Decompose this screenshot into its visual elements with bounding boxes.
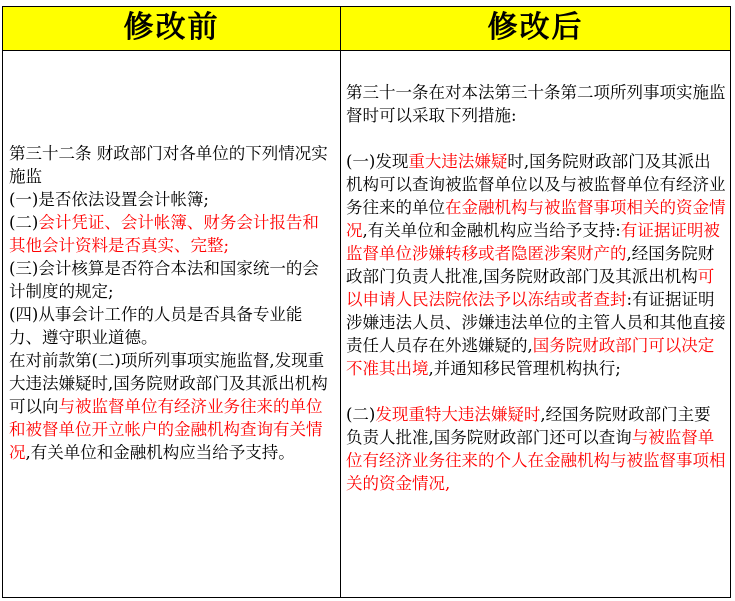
after-item-1 <box>346 150 726 380</box>
after-item-2-b: 发现重特大违法嫌疑时 <box>375 405 541 424</box>
after-item-1-a: (一)发现 <box>346 152 409 171</box>
header-before: 修改前 <box>123 10 220 45</box>
after-item-2-a: (二) <box>346 405 376 424</box>
before-item-4: (四)从事会计工作的人员是否具备专业能力、遵守职业道德。 <box>9 305 303 347</box>
after-item-1-h: 可以申请人民法院依法予以冻结或者查封 <box>346 267 715 309</box>
after-cell <box>346 81 726 495</box>
after-item-1-c: 时,国务院财政部门及其派出机构可以查询被监督单位以及与被监督单位有经济业务往来的单位 <box>346 152 726 217</box>
before-paragraph-part1: 在对前款第(二)项所列事项实施监督,发现重大违法嫌疑时,国务院财政部门及其派出机构可以向 <box>9 351 328 416</box>
before-item-2-prefix: (二) <box>9 213 39 232</box>
spacer <box>346 127 726 150</box>
after-article-intro: 第三十一条在对本法第三十条第二项所列事项实施监督时可以采取下列措施: <box>346 83 726 125</box>
after-item-2 <box>346 403 726 495</box>
before-paragraph-part2: ,有关单位和金融机构应当给予支持。 <box>25 443 295 462</box>
after-item-1-b: 重大违法嫌疑 <box>408 152 508 171</box>
before-item-2 <box>9 211 335 257</box>
after-item-1-e: ,有关单位和金融机构应当给予支持: <box>362 221 621 240</box>
after-item-1-k: ,并通知移民管理机构执行; <box>428 359 621 378</box>
before-cell <box>9 142 335 464</box>
header-after: 修改后 <box>487 10 584 45</box>
after-item-1-d: 在金融机构与被监督事项相关的资金情况 <box>346 198 726 240</box>
before-paragraph-changed: 与被监督单位有经济业务往来的单位和被督单位开立帐户的金融机构查询有关情况 <box>9 397 323 462</box>
after-item-2-d: 与被监督单位有经济业务往来的个人在金融机构与被监督事项相关的资金情况, <box>346 428 726 493</box>
after-item-2-c: ,经国务院财政部门主要负责人批准,国务院财政部门还可以查询 <box>346 405 711 447</box>
after-item-1-f: 有证据证明被监督单位涉嫌转移或者隐匿涉案财产的 <box>346 221 720 263</box>
before-item-1: (一)是否依法设置会计帐簿; <box>9 190 209 209</box>
after-item-1-j: 国务院财政部门可以决定不准其出境 <box>346 336 715 378</box>
after-item-1-i: :有证据证明涉嫌违法人员、涉嫌违法单位的主管人员和其他直接责任人员存在外逃嫌疑的, <box>346 290 726 355</box>
spacer <box>346 380 726 403</box>
before-item-3: (三)会计核算是否符合本法和国家统一的会计制度的规定; <box>9 259 319 301</box>
column-divider <box>340 7 341 597</box>
table-header <box>3 7 730 51</box>
before-paragraph <box>9 349 335 464</box>
before-article-title: 第三十二条 财政部门对各单位的下列情况实施监 <box>9 144 328 186</box>
before-item-2-changed: 会计凭证、会计帐簿、财务会计报告和其他会计资料是否真实、完整; <box>9 213 319 255</box>
comparison-table <box>2 6 731 598</box>
after-item-1-g: ,经国务院财政部门负责人批准,国务院财政部门及其派出机构 <box>346 244 715 286</box>
